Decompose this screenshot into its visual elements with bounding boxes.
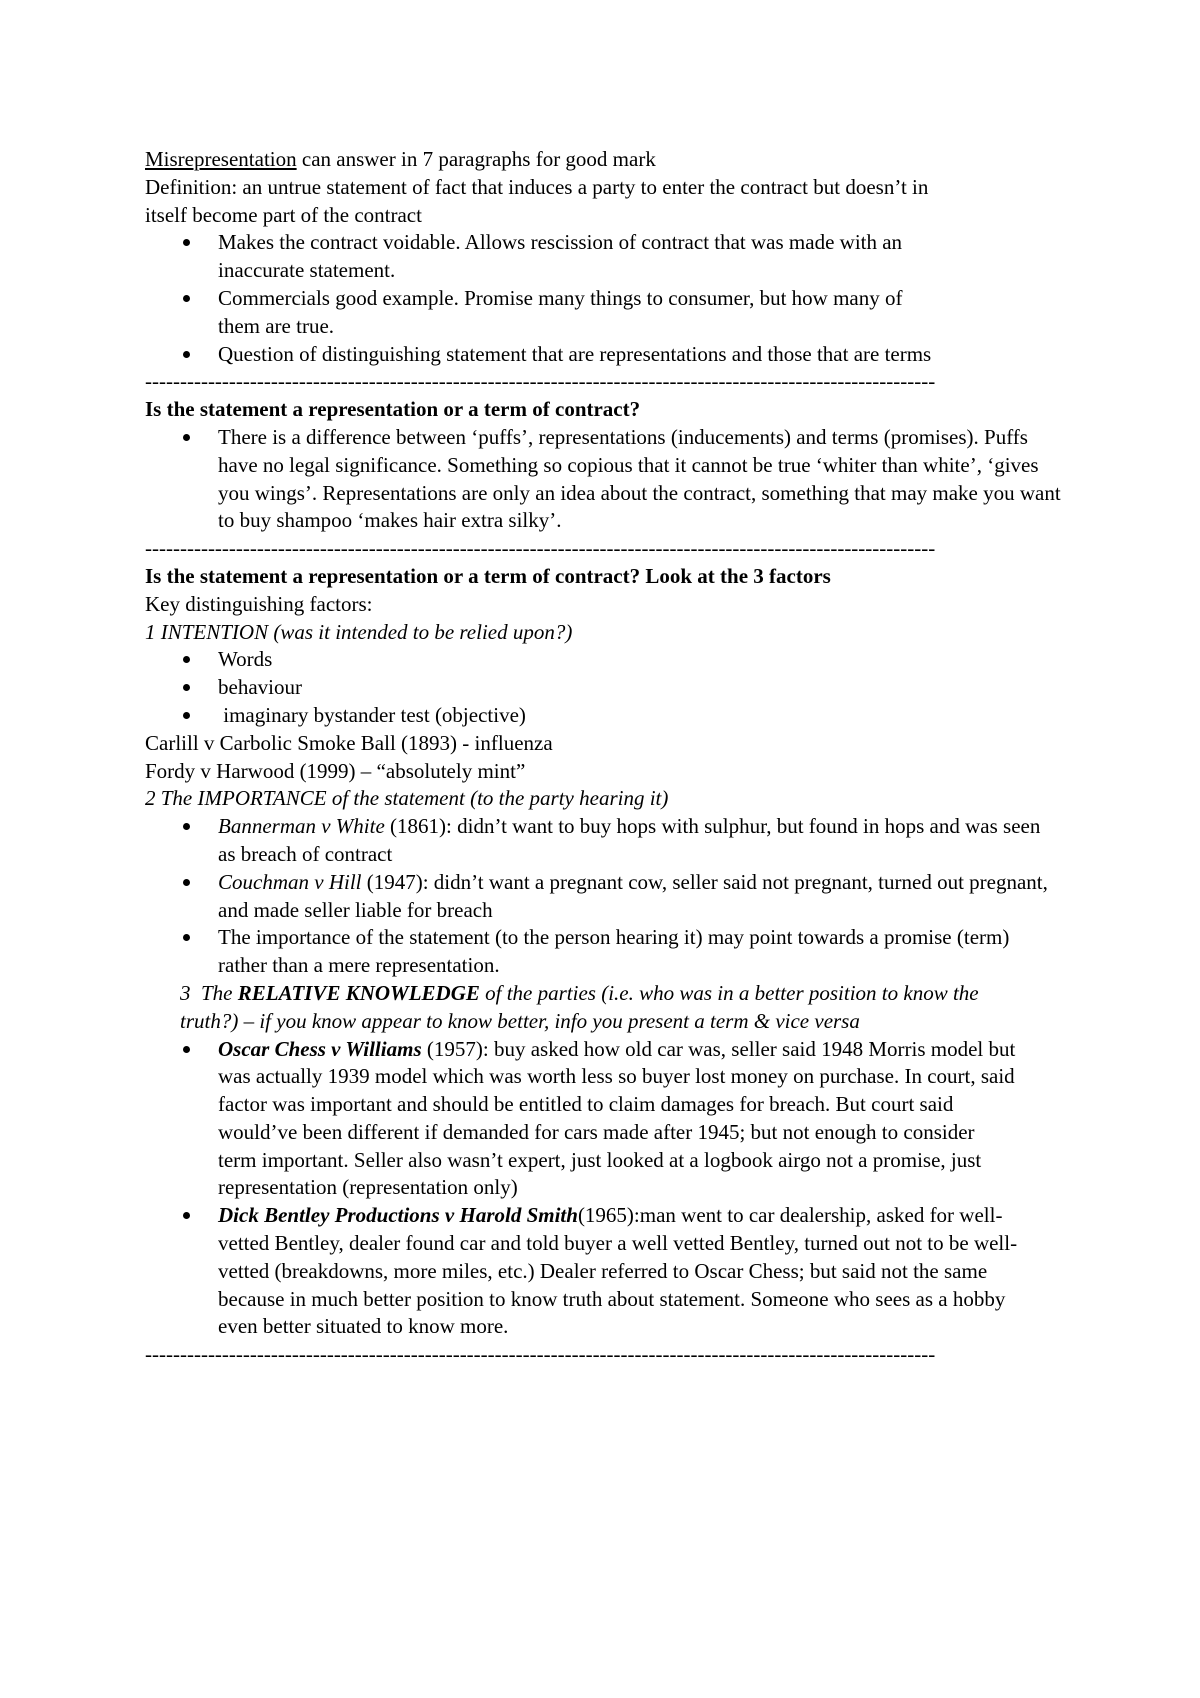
case-reference: Fordy v Harwood (1999) – “absolutely mint” [145, 758, 526, 783]
intro-title-line [145, 146, 1065, 174]
factor-title: 1 INTENTION (was it intended to be relied upon?) [145, 619, 573, 644]
list-item: behaviour [218, 674, 1065, 702]
definition-line-2: itself become part of the contract [145, 202, 422, 227]
section-heading: Is the statement a representation or a term of contract? Look at the 3 factors [145, 563, 831, 588]
list-item [218, 1036, 1018, 1203]
list-item: Words [218, 646, 1065, 674]
case-text: (1861): didn’t want to buy hops with sulphur, but found in hops and was seen as breach of contract [218, 814, 1041, 866]
factor-title [145, 980, 1000, 1036]
document-content [145, 146, 1065, 1369]
case-name: Dick Bentley Productions v Harold Smith [218, 1203, 578, 1228]
list-item: The importance of the statement (to the person hearing it) may point towards a promise (term) rather than a mere representation. [218, 924, 1018, 980]
factor3-bullet-list [145, 1036, 1065, 1342]
list-item: Makes the contract voidable. Allows rescission of contract that was made with an inaccurate statement. [218, 229, 938, 285]
definition-line-1: Definition: an untrue statement of fact that induces a party to enter the contract but doesn’t in [145, 174, 929, 199]
section1-bullet-list [145, 424, 1065, 535]
case-text: (1957): buy asked how old car was, seller said 1948 Morris model but was actually 1939 model which was worth less so buyer lost money on purchase. In court, said factor was important and should be entitled to claim damages for breach. But court said would’ve been different if demanded for cars made after 1945; but not enough to consider term important. Seller also wasn’t expert, just looked at a logbook airgo not a promise, just representation (representation only) [218, 1036, 1016, 1200]
factor2-bullet-list [145, 813, 1065, 980]
list-item: Commercials good example. Promise many things to consumer, but how many of them are true. [218, 285, 938, 341]
case-name: Couchman v Hill [218, 869, 362, 894]
factor1-bullet-list [145, 646, 1065, 729]
list-item [218, 1202, 1018, 1341]
page-title: Misrepresentation [145, 147, 297, 171]
list-item [218, 813, 1048, 869]
list-item: There is a difference between ‘puffs’, representations (inducements) and terms (promises). Puffs have no legal significance. Something so copious that it cannot be true ‘whiter than white’, ‘gives you wings’. Representations are only an idea about the contract, something that may make you want to buy shampoo ‘makes hair extra silky’. [218, 424, 1068, 535]
list-item [218, 869, 1048, 925]
case-reference: Carlill v Carbolic Smoke Ball (1893) - influenza [145, 730, 553, 755]
section-divider: ----------------------------------------------------------------------------------------------------------------- [145, 369, 936, 394]
subheading: Key distinguishing factors: [145, 591, 373, 616]
case-text: (1965):man went to car dealership, asked for well-vetted Bentley, dealer found car and told buyer a well vetted Bentley, turned out not to be well-vetted (breakdowns, more miles, etc.) Dealer referred to Oscar Chess; but said not the same because in much better position to know truth about statement. Someone who sees as a hobby even better situated to know more. [218, 1203, 1018, 1339]
case-name: Oscar Chess v Williams [218, 1036, 422, 1061]
factor-title-pre: 3 The [180, 980, 238, 1005]
intro-title-rest: can answer in 7 paragraphs for good mark [296, 147, 656, 171]
list-item: Question of distinguishing statement that are representations and those that are terms [218, 341, 1065, 369]
section-divider: ----------------------------------------------------------------------------------------------------------------- [145, 1342, 936, 1367]
case-text: (1947): didn’t want a pregnant cow, seller said not pregnant, turned out pregnant, and made seller liable for breach [218, 869, 1048, 922]
section-divider: ----------------------------------------------------------------------------------------------------------------- [145, 536, 936, 561]
factor-title-rest: of the parties (i.e. who was in a better position to know the truth?) – if you know appear to know better, info you present a term & vice versa [180, 980, 979, 1033]
intro-bullet-list [145, 229, 1065, 368]
factor-title: 2 The IMPORTANCE of the statement (to the party hearing it) [145, 786, 669, 811]
factor-title-bold: RELATIVE KNOWLEDGE [237, 980, 480, 1005]
case-name: Bannerman v White [218, 814, 385, 839]
section-heading: Is the statement a representation or a term of contract? [145, 397, 641, 422]
list-item: imaginary bystander test (objective) [218, 702, 1065, 730]
